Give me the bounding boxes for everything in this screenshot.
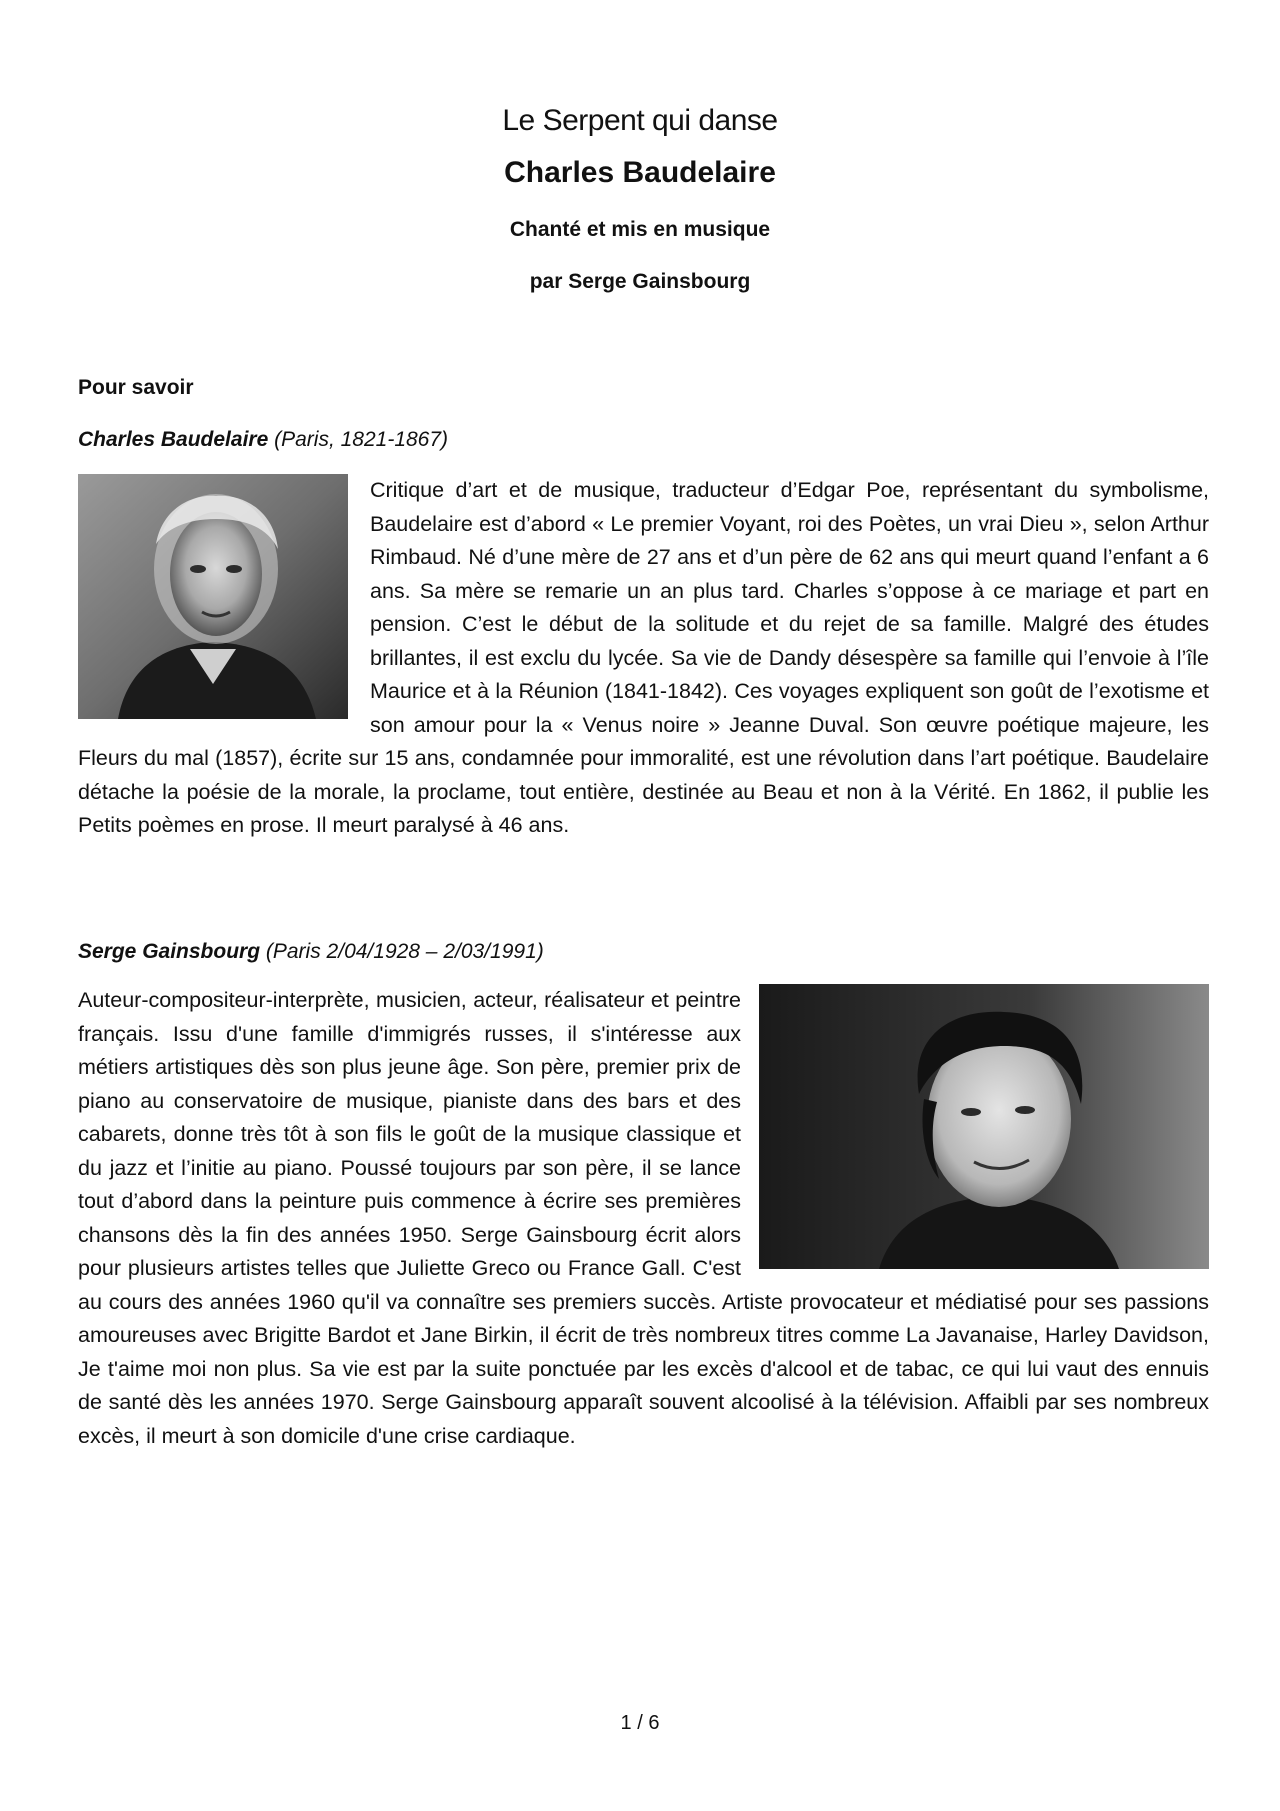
title-block: [0, 100, 1280, 296]
baudelaire-name: Charles Baudelaire: [78, 428, 269, 451]
gainsbourg-heading: [78, 940, 544, 964]
page-number: 1 / 6: [620, 1712, 660, 1734]
document-author: Charles Baudelaire: [504, 156, 776, 189]
baudelaire-text: Critique d’art et de musique, traducteur d’Edgar Poe, représentant du symbolisme, Baudelaire est d’abord « Le premier Voyant, roi des Poètes, un vrai Dieu », selon Arthur Rimbaud. Né d’une mère de 27 ans et d’un père de 62 ans qui meurt quand l’enfant a 6 ans. Sa mère se remarie un an plus tard. Charles s’oppose à ce mariage et part en pension. C’est le début de la solitude et du rejet de sa famille. Malgré des études brillantes, il est exclu du lycée. Sa vie de Dandy désespère sa famille qui l’envoie à l’île Maurice et à la Réunion (1841-1842). Ces voyages expliquent son goût de l’exotisme et son amour pour la « Venus noire » Jeanne Duval. Son œuvre poétique majeure, les Fleurs du mal (1857), écrite sur 15 ans, condamnée pour immoralité, est une révolution dans l’art poétique. Baudelaire détache la poésie de la morale, la proclame, tout entière, destinée au Beau et non à la Vérité. En 1862, il publie les Petits poèmes en prose. Il meurt paralysé à 46 ans.: [78, 478, 1209, 837]
portrait-photo-icon: [78, 474, 348, 719]
document-title: Le Serpent qui danse: [502, 104, 778, 137]
gainsbourg-name: Serge Gainsbourg: [78, 940, 261, 963]
gainsbourg-dates: (Paris 2/04/1928 – 2/03/1991): [260, 940, 544, 963]
document-subtitle: Chanté et mis en musique: [509, 218, 771, 241]
baudelaire-heading: [78, 428, 448, 452]
gainsbourg-biography: [78, 984, 1209, 1453]
gainsbourg-portrait: [759, 984, 1209, 1269]
document-subtitle-credit: par Serge Gainsbourg: [529, 270, 751, 293]
portrait-photo-icon: [759, 984, 1209, 1269]
gainsbourg-text: Auteur-compositeur-interprète, musicien, acteur, réalisateur et peintre français. Issu d'une famille d'immigrés russes, il s'intéresse aux métiers artistiques dès son plus jeune âge. Son père, premier prix de piano au conservatoire de musique, pianiste dans des bars et des cabarets, donne très tôt à son fils le goût de la musique classique et du jazz et l’initie au piano. Poussé toujours par son père, il se lance tout d’abord dans la peinture puis commence à écrire ses premières chansons dès la fin des années 1950. Serge Gainsbourg écrit alors pour plusieurs artistes telles que Juliette Greco ou France Gall. C'est au cours des années 1960 qu'il va connaître ses premiers succès. Artiste provocateur et médiatisé pour ses passions amoureuses avec Brigitte Bardot et Jane Birkin, il écrit de très nombreux titres comme La Javanaise, Harley Davidson, Je t'aime moi non plus. Sa vie est par la suite ponctuée par les excès d'alcool et de tabac, ce qui lui vaut des ennuis de santé dès les années 1970. Serge Gainsbourg apparaît souvent alcoolisé à la télévision. Affaibli par ses nombreux excès, il meurt à son domicile d'une crise cardiaque.: [78, 988, 1209, 1448]
baudelaire-portrait: [78, 474, 348, 719]
section-heading: Pour savoir: [78, 376, 194, 399]
baudelaire-biography: [78, 474, 1209, 843]
baudelaire-dates: (Paris, 1821-1867): [268, 428, 449, 451]
